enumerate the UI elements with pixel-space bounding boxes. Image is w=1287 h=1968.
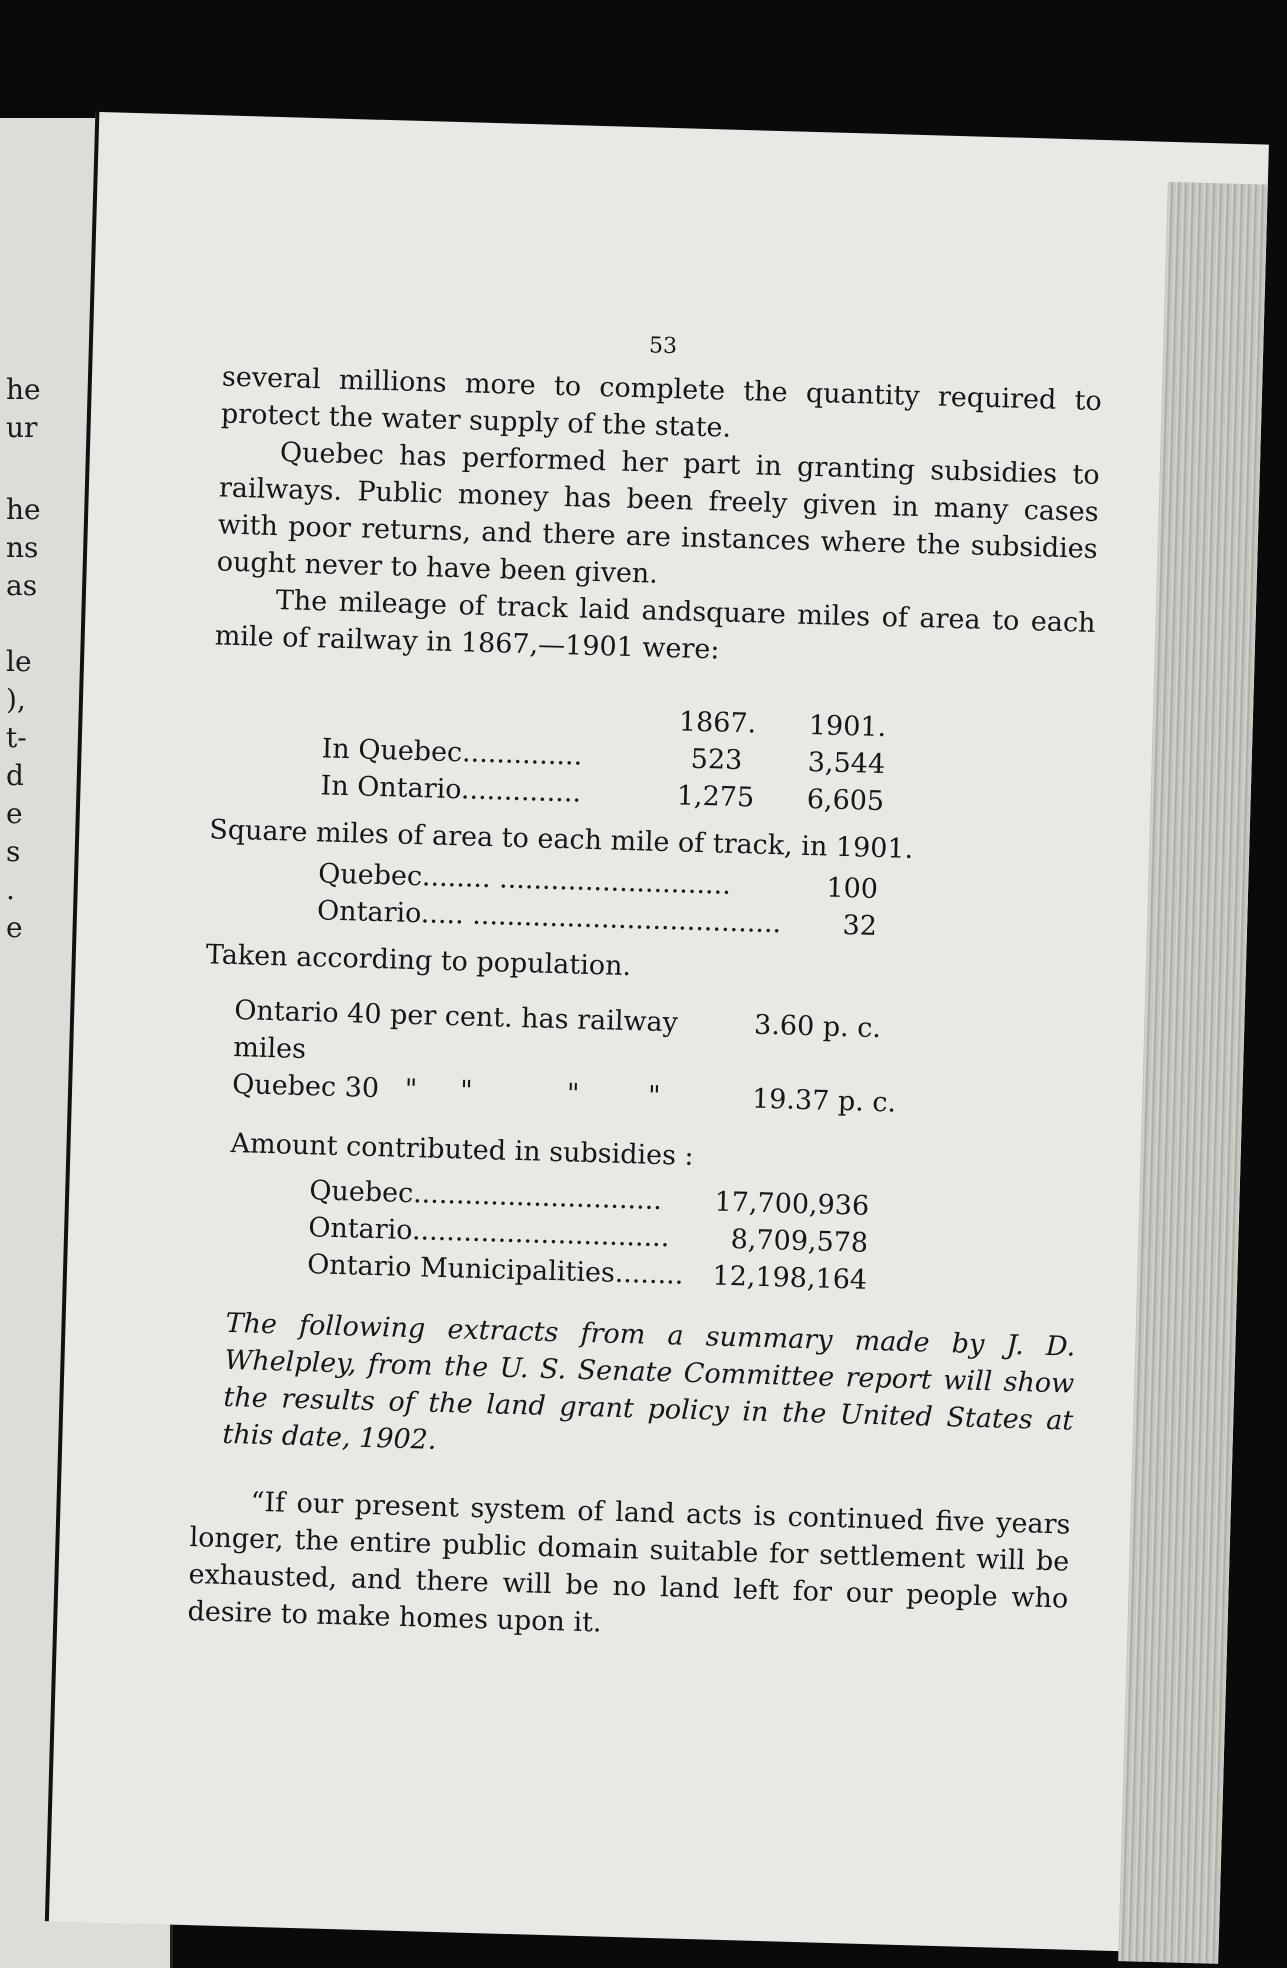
left-page-fragment: he: [6, 493, 41, 526]
paragraph: several millions more to complete the quantity required to protect the water supply of the state.: [220, 361, 1103, 444]
table-cell: 523: [690, 743, 743, 777]
left-page-fragment: s: [6, 835, 21, 868]
row-value: 19.37 p. c.: [751, 1083, 897, 1119]
left-page-fragment: he: [6, 373, 41, 406]
left-page-fragment: e: [6, 797, 23, 830]
row-value: 3.60 p. c.: [753, 1009, 882, 1045]
square-miles-list: [317, 855, 879, 945]
row-value: 32: [842, 910, 878, 942]
table-cell: 3,544: [807, 746, 886, 781]
row-label: In Quebec..............: [321, 733, 583, 772]
row-label: Quebec.............................: [308, 1175, 663, 1217]
left-page-fragment: .: [6, 873, 15, 906]
left-page-fragment: ur: [6, 411, 38, 444]
column-header: 1867.: [678, 706, 757, 740]
row-value: 8,709,578: [730, 1224, 869, 1259]
row-label: Quebec........ ...........................: [317, 858, 732, 901]
quote-paragraph: “If our present system of land acts is continued five years longer, the entire public domain suitable for settlement will be exhausted, and there will be no land left for our people who desire to make homes upon it.: [187, 1486, 1071, 1639]
table-cell: 6,605: [806, 783, 885, 818]
section-heading: Square miles of area to each mile of track, in 1901.: [208, 814, 914, 865]
left-page-fragment: e: [6, 911, 23, 944]
page-content: [187, 315, 1103, 1654]
section-heading: Amount contributed in subsidies :: [230, 1128, 695, 1172]
left-page-fragment: le: [6, 645, 32, 678]
mileage-table: [320, 693, 923, 821]
row-value: 100: [826, 872, 879, 905]
row-value: 17,700,936: [714, 1186, 870, 1222]
subsidies-list: [307, 1172, 870, 1299]
population-list: [232, 992, 1085, 1127]
row-value: 12,198,164: [712, 1260, 868, 1296]
table-cell: 1,275: [676, 780, 755, 814]
left-page-fragment: ns: [6, 531, 39, 564]
paragraph: Quebec has performed her part in granting subsidies to railways. Public money has been freely given in many cases with poor returns, and there are instances where the subsidies ought never to have been given.: [216, 437, 1101, 590]
italic-paragraph: The following extracts from a summary made by J. D. Whelpley, from the U. S. Senate Committee report will show the results of the land grant policy in the United States at this date, 1902.: [222, 1307, 1076, 1456]
row-label: Ontario..... ....................................: [316, 895, 782, 940]
row-label: Ontario..............................: [307, 1212, 670, 1254]
section-heading: Taken according to population.: [205, 939, 632, 983]
page-number: 53: [648, 333, 678, 360]
row-label: In Ontario..............: [320, 770, 582, 809]
left-page-fragment: t-: [6, 721, 27, 754]
row-label: Ontario Municipalities........: [306, 1249, 684, 1291]
book-page: [45, 112, 1269, 1954]
left-page-fragment: d: [6, 759, 24, 792]
page-edge: [1118, 182, 1268, 1964]
row-label: Ontario 40 per cent. has railway miles: [232, 995, 679, 1066]
left-page-fragment: as: [6, 569, 38, 602]
paragraph: The mileage of track laid andsquare miles of area to each mile of railway in 1867,—1901 were:: [214, 585, 1096, 666]
column-header: 1901.: [808, 709, 887, 744]
left-page-fragment: ),: [6, 683, 26, 716]
row-label: Quebec 30 " " " ": [231, 1069, 661, 1112]
